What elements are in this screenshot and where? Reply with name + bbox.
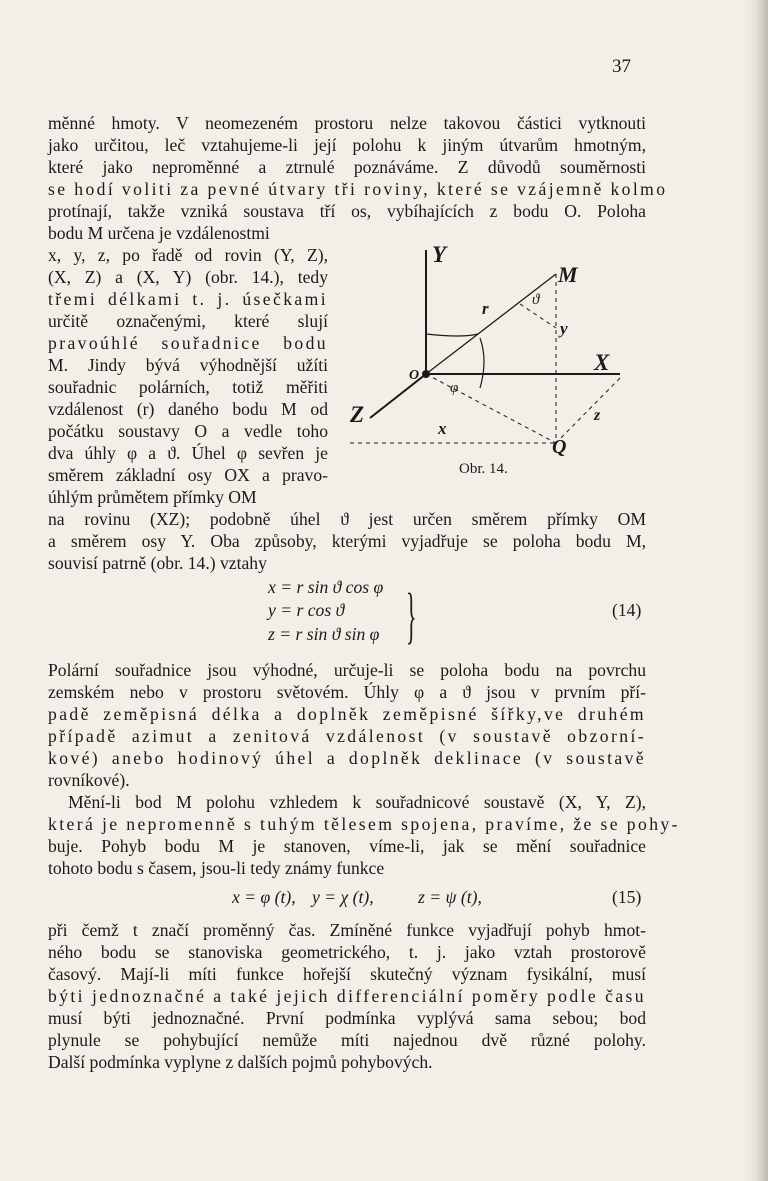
text-line: případě azimut a zenitová vzdálenost (v soustavě obzorní- xyxy=(48,726,646,746)
text-line: ného bodu se stanoviska geometrického, t. j. jako vztah prostorově xyxy=(48,942,646,962)
label-r: r xyxy=(482,299,489,318)
theta-arc xyxy=(426,334,478,336)
label-z: z xyxy=(594,407,601,424)
text-line: třemi délkami t. j. úsečkami xyxy=(48,289,328,309)
equation-15-y: y = χ (t), xyxy=(312,887,374,907)
label-y: y xyxy=(560,319,568,338)
text-line: tohoto bodu s časem, jsou-li tedy známy funkce xyxy=(48,858,385,878)
text-line: a směrem osy Y. Oba způsoby, kterými vyjadřuje se poloha bodu M, xyxy=(48,531,646,551)
text-line: časový. Mají-li míti funkce hořejší skutečný význam fysikální, musí xyxy=(48,964,646,984)
equation-15-z: z = ψ (t), xyxy=(418,887,482,907)
text-line: úhlým průmětem přímky OM xyxy=(48,487,257,507)
text-line: kové) anebo hodinový úhel a doplněk deklinace (v soustavě xyxy=(48,748,646,768)
page-number: 37 xyxy=(612,56,631,77)
label-phi: φ xyxy=(450,380,459,396)
equation-15-x: x = φ (t), xyxy=(232,887,296,907)
text-line: počátku soustavy O a vedle toho xyxy=(48,421,328,441)
radius-line xyxy=(426,274,556,374)
equation-14-z: z = r sin ϑ sin φ xyxy=(268,624,380,644)
text-line: padě zeměpisná délka a doplněk zeměpisné šířky,ve druhém xyxy=(48,704,646,724)
text-line: zemském nebo v prostoru světovém. Úhly φ a ϑ jsou v prvním pří- xyxy=(48,682,646,702)
text-line: se hodí voliti za pevné útvary tři roviny, které se vzájemně kolmo xyxy=(48,179,668,199)
figure-caption: Obr. 14. xyxy=(459,461,508,477)
equation-15-number: (15) xyxy=(612,887,642,907)
equation-14-y: y = r cos ϑ xyxy=(268,600,345,620)
text-line: buje. Pohyb bodu M je stanoven, víme-li, jak se mění souřadnice xyxy=(48,836,646,856)
text-line: x, y, z, po řadě od rovin (Y, Z), xyxy=(48,245,328,265)
text-line: směrem základní osy OX a pravo- xyxy=(48,465,328,485)
origin-point xyxy=(422,370,430,378)
text-line: (X, Z) a (X, Y) (obr. 14.), tedy xyxy=(48,267,328,287)
label-x: x xyxy=(438,419,447,438)
coordinate-figure xyxy=(330,238,630,463)
text-line: Mění-li bod M polohu vzhledem k souřadnicové soustavě (X, Y, Z), xyxy=(68,792,646,812)
label-Q: Q xyxy=(552,436,567,458)
text-line: rovníkové). xyxy=(48,770,130,790)
text-line: jako určitou, leč vztahujeme-li její polohu k jiným útvarům hmotným, xyxy=(48,135,646,155)
text-line: Polární souřadnice jsou výhodné, určuje-li se poloha bodu na povrchu xyxy=(48,660,646,680)
text-line: pravoúhlé souřadnice bodu xyxy=(48,333,328,353)
label-theta: ϑ xyxy=(532,292,540,308)
equation-brace: } xyxy=(406,582,417,650)
equation-14-x: x = r sin ϑ cos φ xyxy=(268,577,384,597)
text-line: které jako neproměnné a ztrnulé poznáváme. Z důvodů souměrnosti xyxy=(48,157,646,177)
text-line: dva úhly φ a ϑ. Úhel φ sevřen je xyxy=(48,443,328,463)
text-line: musí býti jednoznačné. První podmínka vyplývá sama sebou; bod xyxy=(48,1008,646,1028)
label-O: O xyxy=(409,368,420,383)
text-line: souvisí patrně (obr. 14.) vztahy xyxy=(48,553,267,573)
text-line: souřadnic polárních, totiž měřiti xyxy=(48,377,328,397)
label-M: M xyxy=(558,262,578,287)
text-line: vzdálenost (r) daného bodu M od xyxy=(48,399,328,419)
equation-14-number: (14) xyxy=(612,600,642,620)
text-line: určitě označenými, které slují xyxy=(48,311,328,331)
phi-arc xyxy=(480,338,484,388)
label-Y: Y xyxy=(432,242,447,267)
label-Z: Z xyxy=(350,402,365,427)
text-line: býti jednoznačné a také jejich differenciální poměry podle času xyxy=(48,986,646,1006)
text-line: která je nepromenně s tuhým tělesem spojena, pravíme, že se pohy- xyxy=(48,814,680,834)
label-X: X xyxy=(594,350,610,375)
text-line: při čemž t značí proměnný čas. Zmíněné funkce vyjadřují pohyb hmot- xyxy=(48,920,646,940)
text-line: bodu M určena je vzdálenostmi xyxy=(48,223,270,243)
text-line: Další podmínka vyplyne z dalších pojmů pohybových. xyxy=(48,1052,433,1072)
text-line: plynule se pohybující nemůže míti najednou dvě různé polohy. xyxy=(48,1030,646,1050)
text-line: měnné hmoty. V neomezeném prostoru nelze takovou částici vytknouti xyxy=(48,113,646,133)
text-line: na rovinu (XZ); podobně úhel ϑ jest určen směrem přímky OM xyxy=(48,509,646,529)
text-line: M. Jindy bývá výhodnější užíti xyxy=(48,355,328,375)
text-line: protínají, takže vzniká soustava tří os, vybíhajících z bodu O. Poloha xyxy=(48,201,646,221)
z-parallel-line xyxy=(556,378,620,443)
page-edge-shadow xyxy=(742,0,768,1181)
